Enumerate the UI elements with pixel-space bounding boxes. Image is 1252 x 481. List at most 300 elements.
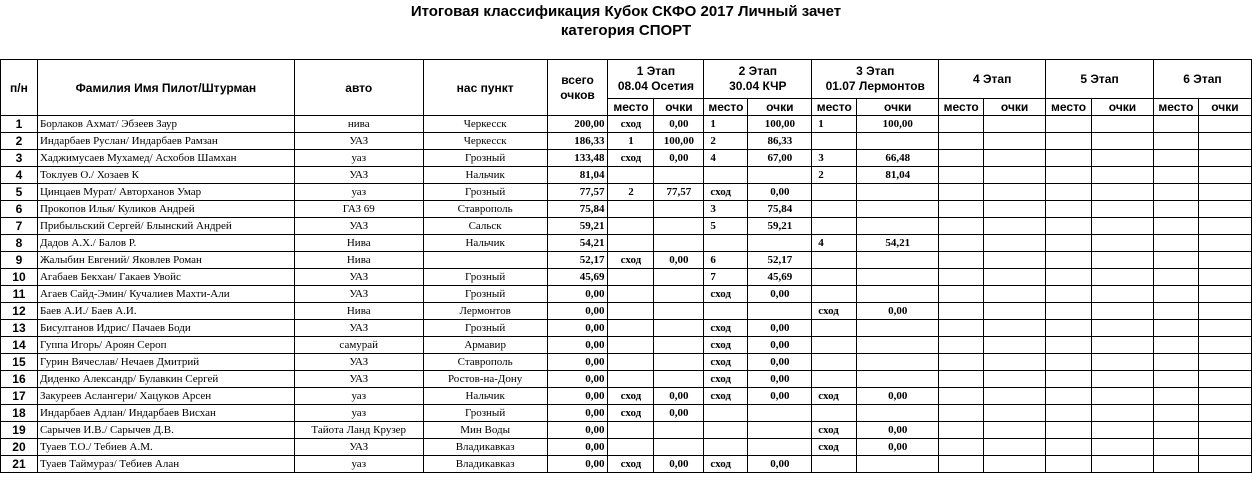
cell-car: уаз (294, 388, 423, 405)
cell-n: 5 (1, 184, 38, 201)
cell-empty (1046, 269, 1092, 286)
cell-s2p (704, 303, 748, 320)
cell-s1o (654, 235, 704, 252)
col-header-city: нас пункт (423, 60, 547, 116)
cell-empty (1198, 337, 1251, 354)
cell-empty (1092, 320, 1154, 337)
cell-s3o: 0,00 (857, 388, 939, 405)
cell-empty (1198, 405, 1251, 422)
cell-name: Туаев Т.О./ Тебиев А.М. (37, 439, 294, 456)
cell-s3o (857, 133, 939, 150)
cell-car: УАЗ (294, 269, 423, 286)
cell-empty (1153, 405, 1198, 422)
cell-name: Гуппа Игорь/ Ароян Сероп (37, 337, 294, 354)
cell-s2p: сход (704, 320, 748, 337)
cell-n: 18 (1, 405, 38, 422)
table-row (1, 235, 1252, 252)
cell-s1p: 2 (608, 184, 654, 201)
cell-total: 59,21 (547, 218, 608, 235)
stage1-points-header: очки (654, 99, 704, 116)
cell-s1o: 0,00 (654, 116, 704, 133)
table-row (1, 422, 1252, 439)
table-row (1, 337, 1252, 354)
cell-s1o (654, 320, 704, 337)
cell-n: 3 (1, 150, 38, 167)
cell-name: Жалыбин Евгений/ Яковлев Роман (37, 252, 294, 269)
cell-total: 186,33 (547, 133, 608, 150)
cell-city: Грозный (423, 184, 547, 201)
cell-s2p (704, 422, 748, 439)
cell-n: 15 (1, 354, 38, 371)
cell-s3o (857, 371, 939, 388)
cell-s2o: 0,00 (748, 371, 812, 388)
stage6-place-header: место (1153, 99, 1198, 116)
cell-s1p: сход (608, 456, 654, 473)
cell-s2o: 0,00 (748, 320, 812, 337)
cell-empty (984, 303, 1046, 320)
cell-name: Агаев Сайд-Эмин/ Кучалиев Махти-Али (37, 286, 294, 303)
cell-empty (1198, 116, 1251, 133)
cell-empty (939, 133, 984, 150)
cell-name: Прокопов Илья/ Куликов Андрей (37, 201, 294, 218)
cell-empty (1153, 150, 1198, 167)
cell-s1o (654, 337, 704, 354)
cell-city: Ставрополь (423, 354, 547, 371)
cell-empty (1153, 456, 1198, 473)
cell-empty (1046, 303, 1092, 320)
cell-s2p: 7 (704, 269, 748, 286)
cell-s3o: 0,00 (857, 303, 939, 320)
cell-name: Гурин Вячеслав/ Нечаев Дмитрий (37, 354, 294, 371)
col-header-stage4: 4 Этап (939, 60, 1046, 99)
table-row (1, 252, 1252, 269)
stage3-points-header: очки (857, 99, 939, 116)
cell-s1o (654, 167, 704, 184)
cell-car: УАЗ (294, 133, 423, 150)
cell-empty (984, 456, 1046, 473)
table-row (1, 320, 1252, 337)
cell-empty (1046, 388, 1092, 405)
cell-car: Нива (294, 252, 423, 269)
cell-s1o (654, 218, 704, 235)
cell-empty (939, 456, 984, 473)
cell-empty (939, 320, 984, 337)
cell-s2p: сход (704, 337, 748, 354)
cell-car: УАЗ (294, 371, 423, 388)
cell-empty (984, 201, 1046, 218)
cell-s3p (812, 201, 857, 218)
cell-s1o: 0,00 (654, 456, 704, 473)
cell-city: Владикавказ (423, 456, 547, 473)
cell-s2o: 0,00 (748, 286, 812, 303)
cell-s3o (857, 286, 939, 303)
cell-car: Нива (294, 235, 423, 252)
cell-city: Сальск (423, 218, 547, 235)
cell-car: УАЗ (294, 439, 423, 456)
cell-empty (1092, 184, 1154, 201)
cell-s3p (812, 320, 857, 337)
cell-empty (984, 286, 1046, 303)
stage2-place-header: место (704, 99, 748, 116)
table-row (1, 201, 1252, 218)
cell-s2p: 1 (704, 116, 748, 133)
cell-empty (984, 320, 1046, 337)
cell-s1p: сход (608, 405, 654, 422)
cell-empty (984, 405, 1046, 422)
cell-empty (1153, 218, 1198, 235)
cell-empty (1153, 320, 1198, 337)
col-header-car: авто (294, 60, 423, 116)
col-header-stage1 (608, 60, 704, 99)
cell-s2p (704, 235, 748, 252)
cell-s2o (748, 167, 812, 184)
cell-empty (1153, 184, 1198, 201)
cell-n: 13 (1, 320, 38, 337)
cell-s3p (812, 184, 857, 201)
cell-city: Нальчик (423, 167, 547, 184)
cell-empty (1153, 354, 1198, 371)
table-row (1, 116, 1252, 133)
cell-s3o (857, 184, 939, 201)
cell-car: ГАЗ 69 (294, 201, 423, 218)
cell-car: уаз (294, 184, 423, 201)
cell-name: Агабаев Бекхан/ Гакаев Увойс (37, 269, 294, 286)
cell-city: Черкесск (423, 133, 547, 150)
cell-total: 200,00 (547, 116, 608, 133)
cell-total: 52,17 (547, 252, 608, 269)
cell-total: 54,21 (547, 235, 608, 252)
cell-s1p (608, 286, 654, 303)
cell-city: Черкесск (423, 116, 547, 133)
cell-s2o: 0,00 (748, 184, 812, 201)
cell-s2o: 100,00 (748, 116, 812, 133)
table-row (1, 439, 1252, 456)
cell-empty (939, 269, 984, 286)
cell-empty (1046, 439, 1092, 456)
cell-empty (984, 252, 1046, 269)
cell-s1o: 0,00 (654, 150, 704, 167)
cell-car: УАЗ (294, 167, 423, 184)
cell-empty (1046, 337, 1092, 354)
cell-city: Грозный (423, 286, 547, 303)
cell-s1p (608, 167, 654, 184)
cell-empty (1046, 133, 1092, 150)
col-header-name: Фамилия Имя Пилот/Штурман (37, 60, 294, 116)
cell-s1p: сход (608, 252, 654, 269)
cell-empty (1092, 116, 1154, 133)
cell-empty (1092, 286, 1154, 303)
cell-empty (1198, 252, 1251, 269)
cell-n: 20 (1, 439, 38, 456)
col-header-stage6: 6 Этап (1153, 60, 1251, 99)
cell-s3p (812, 252, 857, 269)
cell-empty (939, 116, 984, 133)
cell-name: Индарбаев Адлан/ Индарбаев Висхан (37, 405, 294, 422)
cell-s3p: 4 (812, 235, 857, 252)
cell-empty (1046, 320, 1092, 337)
cell-empty (1153, 116, 1198, 133)
cell-s1o (654, 422, 704, 439)
cell-n: 14 (1, 337, 38, 354)
cell-empty (1092, 150, 1154, 167)
cell-empty (1092, 201, 1154, 218)
cell-s3o (857, 269, 939, 286)
cell-empty (1046, 235, 1092, 252)
cell-empty (939, 439, 984, 456)
cell-empty (984, 371, 1046, 388)
cell-city: Армавир (423, 337, 547, 354)
cell-s3p (812, 456, 857, 473)
cell-empty (1153, 167, 1198, 184)
sheet-title: Итоговая классификация Кубок СКФО 2017 Личный зачет (410, 3, 842, 20)
cell-s1o (654, 371, 704, 388)
cell-car: нива (294, 116, 423, 133)
cell-n: 9 (1, 252, 38, 269)
cell-empty (1092, 422, 1154, 439)
cell-name: Дадов А.Х./ Балов Р. (37, 235, 294, 252)
cell-empty (1092, 218, 1154, 235)
cell-empty (1198, 133, 1251, 150)
cell-s1p (608, 201, 654, 218)
cell-empty (939, 371, 984, 388)
sheet-subtitle: категория СПОРТ (560, 22, 692, 39)
cell-s2o (748, 235, 812, 252)
cell-s3o: 66,48 (857, 150, 939, 167)
cell-s3p (812, 269, 857, 286)
stage2-date: 30.04 КЧР (729, 79, 787, 93)
cell-empty (939, 184, 984, 201)
cell-empty (939, 286, 984, 303)
cell-s2o: 86,33 (748, 133, 812, 150)
cell-empty (1092, 371, 1154, 388)
cell-car: УАЗ (294, 218, 423, 235)
table-row (1, 303, 1252, 320)
cell-car: УАЗ (294, 354, 423, 371)
cell-total: 0,00 (547, 286, 608, 303)
cell-s3o: 100,00 (857, 116, 939, 133)
cell-s1p: сход (608, 388, 654, 405)
cell-empty (1046, 184, 1092, 201)
cell-s2o: 75,84 (748, 201, 812, 218)
cell-s3p (812, 405, 857, 422)
cell-n: 6 (1, 201, 38, 218)
cell-city: Лермонтов (423, 303, 547, 320)
classification-table (0, 59, 1252, 473)
cell-name: Закуреев Аслангери/ Хацуков Арсен (37, 388, 294, 405)
cell-empty (1046, 167, 1092, 184)
cell-s3p: сход (812, 422, 857, 439)
cell-s2o: 0,00 (748, 388, 812, 405)
cell-total: 45,69 (547, 269, 608, 286)
cell-empty (1198, 371, 1251, 388)
cell-s3o (857, 252, 939, 269)
stage3-place-header: место (812, 99, 857, 116)
cell-empty (1153, 133, 1198, 150)
cell-s1o (654, 286, 704, 303)
cell-empty (1153, 252, 1198, 269)
cell-empty (939, 337, 984, 354)
cell-car: уаз (294, 150, 423, 167)
cell-s3p (812, 354, 857, 371)
cell-car: самурай (294, 337, 423, 354)
cell-empty (1046, 456, 1092, 473)
cell-name: Бисултанов Идрис/ Пачаев Боди (37, 320, 294, 337)
cell-empty (939, 422, 984, 439)
cell-s3o (857, 354, 939, 371)
cell-s2o (748, 405, 812, 422)
cell-s2o (748, 422, 812, 439)
cell-s2p: сход (704, 286, 748, 303)
cell-s1p (608, 218, 654, 235)
cell-empty (1046, 354, 1092, 371)
cell-name: Хаджимусаев Мухамед/ Асхобов Шамхан (37, 150, 294, 167)
cell-car: Нива (294, 303, 423, 320)
cell-total: 77,57 (547, 184, 608, 201)
stage4-place-header: место (939, 99, 984, 116)
cell-empty (1198, 150, 1251, 167)
table-row (1, 354, 1252, 371)
cell-total: 0,00 (547, 303, 608, 320)
col-header-stage2 (704, 60, 812, 99)
cell-car: УАЗ (294, 286, 423, 303)
cell-empty (1046, 286, 1092, 303)
cell-s2p: 6 (704, 252, 748, 269)
cell-empty (1153, 422, 1198, 439)
cell-empty (1198, 439, 1251, 456)
cell-empty (1046, 405, 1092, 422)
cell-s3o (857, 320, 939, 337)
cell-s1o (654, 303, 704, 320)
cell-s3o (857, 405, 939, 422)
stage5-place-header: место (1046, 99, 1092, 116)
cell-car: Тайота Ланд Крузер (294, 422, 423, 439)
cell-s1o (654, 201, 704, 218)
cell-city: Ростов-на-Дону (423, 371, 547, 388)
cell-city: Нальчик (423, 235, 547, 252)
cell-s3o (857, 201, 939, 218)
cell-empty (984, 116, 1046, 133)
cell-s3o (857, 456, 939, 473)
cell-car: уаз (294, 405, 423, 422)
cell-empty (1092, 303, 1154, 320)
cell-s3p (812, 337, 857, 354)
table-body (1, 116, 1252, 473)
cell-s2p: сход (704, 388, 748, 405)
cell-empty (1198, 286, 1251, 303)
cell-empty (1198, 456, 1251, 473)
table-row (1, 218, 1252, 235)
cell-s3p: сход (812, 303, 857, 320)
cell-total: 0,00 (547, 422, 608, 439)
cell-empty (1092, 167, 1154, 184)
cell-empty (1198, 320, 1251, 337)
cell-s1p: 1 (608, 133, 654, 150)
cell-n: 17 (1, 388, 38, 405)
cell-empty (1046, 116, 1092, 133)
cell-empty (1153, 303, 1198, 320)
cell-empty (984, 235, 1046, 252)
cell-s1p (608, 439, 654, 456)
cell-city: Грозный (423, 150, 547, 167)
cell-empty (1153, 371, 1198, 388)
cell-s3o: 0,00 (857, 422, 939, 439)
cell-s1p: сход (608, 150, 654, 167)
cell-n: 4 (1, 167, 38, 184)
cell-s2p: сход (704, 371, 748, 388)
cell-empty (1153, 269, 1198, 286)
stage1-place-header: место (608, 99, 654, 116)
cell-empty (1198, 354, 1251, 371)
cell-n: 11 (1, 286, 38, 303)
cell-empty (939, 252, 984, 269)
cell-s1o: 0,00 (654, 405, 704, 422)
cell-s2o: 0,00 (748, 354, 812, 371)
cell-empty (1092, 456, 1154, 473)
cell-total: 0,00 (547, 388, 608, 405)
cell-name: Диденко Александр/ Булавкин Сергей (37, 371, 294, 388)
cell-empty (1153, 388, 1198, 405)
cell-s2p: сход (704, 354, 748, 371)
stage4-points-header: очки (984, 99, 1046, 116)
cell-s3o: 54,21 (857, 235, 939, 252)
table-row (1, 184, 1252, 201)
cell-s2o: 67,00 (748, 150, 812, 167)
cell-empty (984, 167, 1046, 184)
table-row (1, 388, 1252, 405)
col-header-total (547, 60, 608, 116)
cell-s2p: 4 (704, 150, 748, 167)
cell-s1o: 0,00 (654, 252, 704, 269)
cell-s1p (608, 303, 654, 320)
cell-name: Прибыльский Сергей/ Блынский Андрей (37, 218, 294, 235)
cell-s1o (654, 354, 704, 371)
cell-s1p (608, 320, 654, 337)
cell-empty (984, 388, 1046, 405)
col-header-num: п/н (1, 60, 38, 116)
cell-s3p (812, 286, 857, 303)
table-row (1, 456, 1252, 473)
cell-n: 19 (1, 422, 38, 439)
cell-s2o: 59,21 (748, 218, 812, 235)
cell-empty (1046, 218, 1092, 235)
cell-empty (939, 354, 984, 371)
cell-empty (984, 150, 1046, 167)
cell-empty (1153, 286, 1198, 303)
table-row (1, 150, 1252, 167)
cell-empty (939, 167, 984, 184)
cell-s3o (857, 337, 939, 354)
cell-s3o: 0,00 (857, 439, 939, 456)
col-header-total-text: всего очков (560, 72, 595, 102)
cell-n: 1 (1, 116, 38, 133)
stage6-points-header: очки (1198, 99, 1251, 116)
cell-empty (984, 133, 1046, 150)
cell-empty (1046, 201, 1092, 218)
cell-empty (1092, 133, 1154, 150)
stage1-date: 08.04 Осетия (617, 79, 695, 93)
table-row (1, 371, 1252, 388)
cell-empty (1198, 388, 1251, 405)
cell-empty (1153, 201, 1198, 218)
cell-name: Индарбаев Руслан/ Индарбаев Рамзан (37, 133, 294, 150)
cell-name: Цинцаев Мурат/ Авторханов Умар (37, 184, 294, 201)
cell-s2o: 0,00 (748, 337, 812, 354)
cell-car: УАЗ (294, 320, 423, 337)
cell-s2o: 0,00 (748, 456, 812, 473)
cell-n: 8 (1, 235, 38, 252)
cell-s1p (608, 354, 654, 371)
stage2-title: 2 Этап (738, 64, 778, 78)
